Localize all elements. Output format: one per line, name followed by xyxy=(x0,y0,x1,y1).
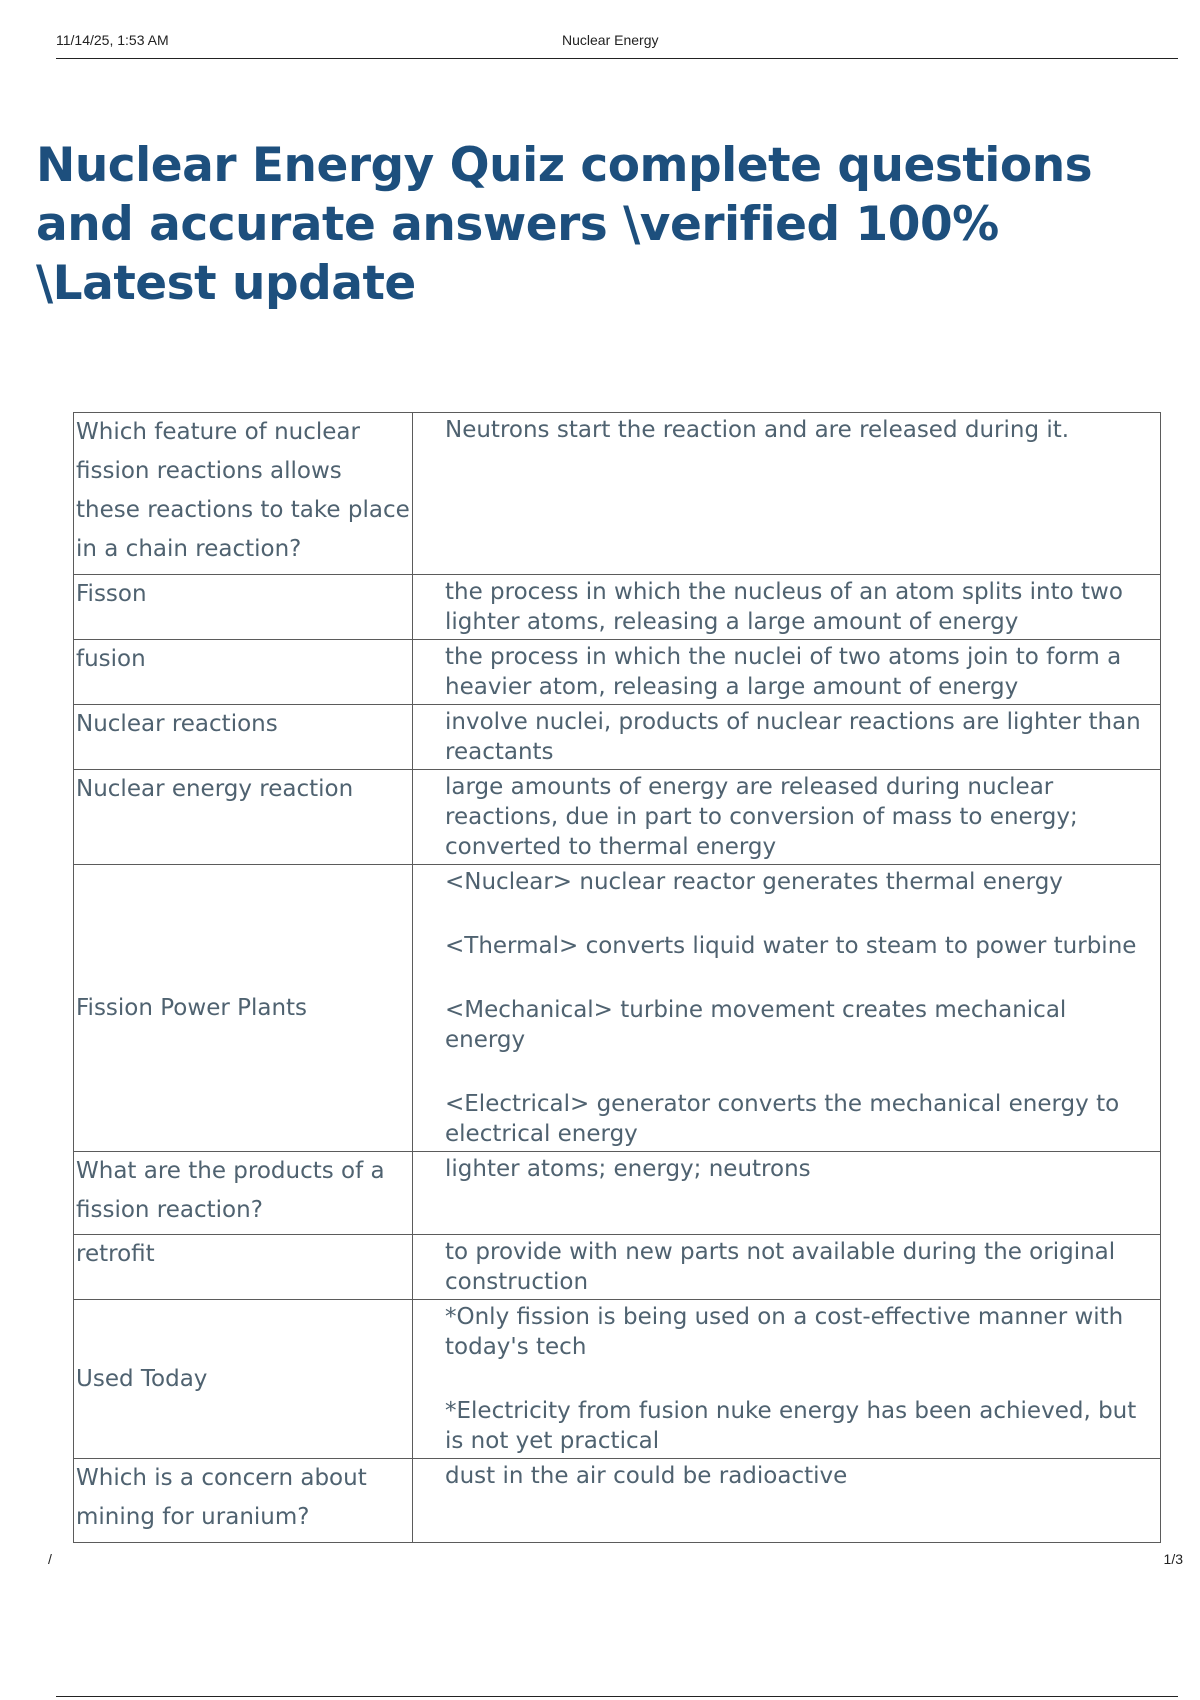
definition-cell xyxy=(413,865,1161,1152)
term-cell: fusion xyxy=(74,640,413,705)
divider xyxy=(56,1696,1178,1697)
definition-cell xyxy=(413,705,1161,770)
definition-cell xyxy=(413,1235,1161,1300)
definition-text: <Thermal> converts liquid water to steam to power turbine xyxy=(445,933,1137,959)
definition-text: to provide with new parts not available during the original construction xyxy=(445,1239,1116,1295)
definition-text: <Mechanical> turbine movement creates mechanical energy xyxy=(445,997,1067,1053)
term-cell: retrofit xyxy=(74,1235,413,1300)
qa-table xyxy=(73,412,1161,1543)
term-cell: Fission Power Plants xyxy=(74,865,413,1152)
definition-cell xyxy=(413,575,1161,640)
definition-text: *Electricity from fusion nuke energy has been achieved, but is not yet practical xyxy=(445,1398,1137,1454)
definition-text: the process in which the nuclei of two atoms join to form a heavier atom, releasing a large amount of energy xyxy=(445,644,1122,700)
table-row xyxy=(74,705,1161,770)
term-cell: Nuclear energy reaction xyxy=(74,770,413,865)
table-row xyxy=(74,1152,1161,1235)
definition-text: Neutrons start the reaction and are released during it. xyxy=(445,417,1070,443)
definition-cell xyxy=(413,1459,1161,1543)
page-title: Nuclear Energy Quiz complete questions and accurate answers \verified 100% \Latest update xyxy=(36,138,1093,311)
table-row xyxy=(74,1300,1161,1459)
footer-url: / xyxy=(48,1551,52,1567)
table-row xyxy=(74,413,1161,575)
table-row xyxy=(74,640,1161,705)
definition-cell xyxy=(413,1152,1161,1235)
definition-text: involve nuclei, products of nuclear reactions are lighter than reactants xyxy=(445,709,1141,765)
print-doc-title: Nuclear Energy xyxy=(562,32,659,48)
definition-text: <Nuclear> nuclear reactor generates thermal energy xyxy=(445,869,1063,895)
definition-text: the process in which the nucleus of an atom splits into two lighter atoms, releasing a large amount of energy xyxy=(445,579,1123,635)
term-cell: Which is a concern about mining for uranium? xyxy=(74,1459,413,1543)
term-cell: Fisson xyxy=(74,575,413,640)
definition-text: lighter atoms; energy; neutrons xyxy=(445,1156,811,1182)
table-row xyxy=(74,770,1161,865)
definition-text: <Electrical> generator converts the mechanical energy to electrical energy xyxy=(445,1091,1120,1147)
table-row xyxy=(74,575,1161,640)
print-header xyxy=(56,28,1178,59)
definition-cell xyxy=(413,413,1161,575)
table-row xyxy=(74,865,1161,1152)
definition-text: *Only fission is being used on a cost-effective manner with today's tech xyxy=(445,1304,1124,1360)
definition-cell xyxy=(413,1300,1161,1459)
term-cell: Used Today xyxy=(74,1300,413,1459)
table-row xyxy=(74,1235,1161,1300)
term-cell: Nuclear reactions xyxy=(74,705,413,770)
term-cell: What are the products of a fission reaction? xyxy=(74,1152,413,1235)
table-row xyxy=(74,1459,1161,1543)
definition-cell xyxy=(413,640,1161,705)
definition-text: dust in the air could be radioactive xyxy=(445,1463,848,1489)
definition-cell xyxy=(413,770,1161,865)
definition-text: large amounts of energy are released during nuclear reactions, due in part to conversion of mass to energy; converted to thermal energy xyxy=(445,774,1078,860)
term-cell: Which feature of nuclear fission reactions allows these reactions to take place in a chain reaction? xyxy=(74,413,413,575)
print-datetime: 11/14/25, 1:53 AM xyxy=(56,32,169,48)
page-number: 1/3 xyxy=(1163,1551,1183,1567)
